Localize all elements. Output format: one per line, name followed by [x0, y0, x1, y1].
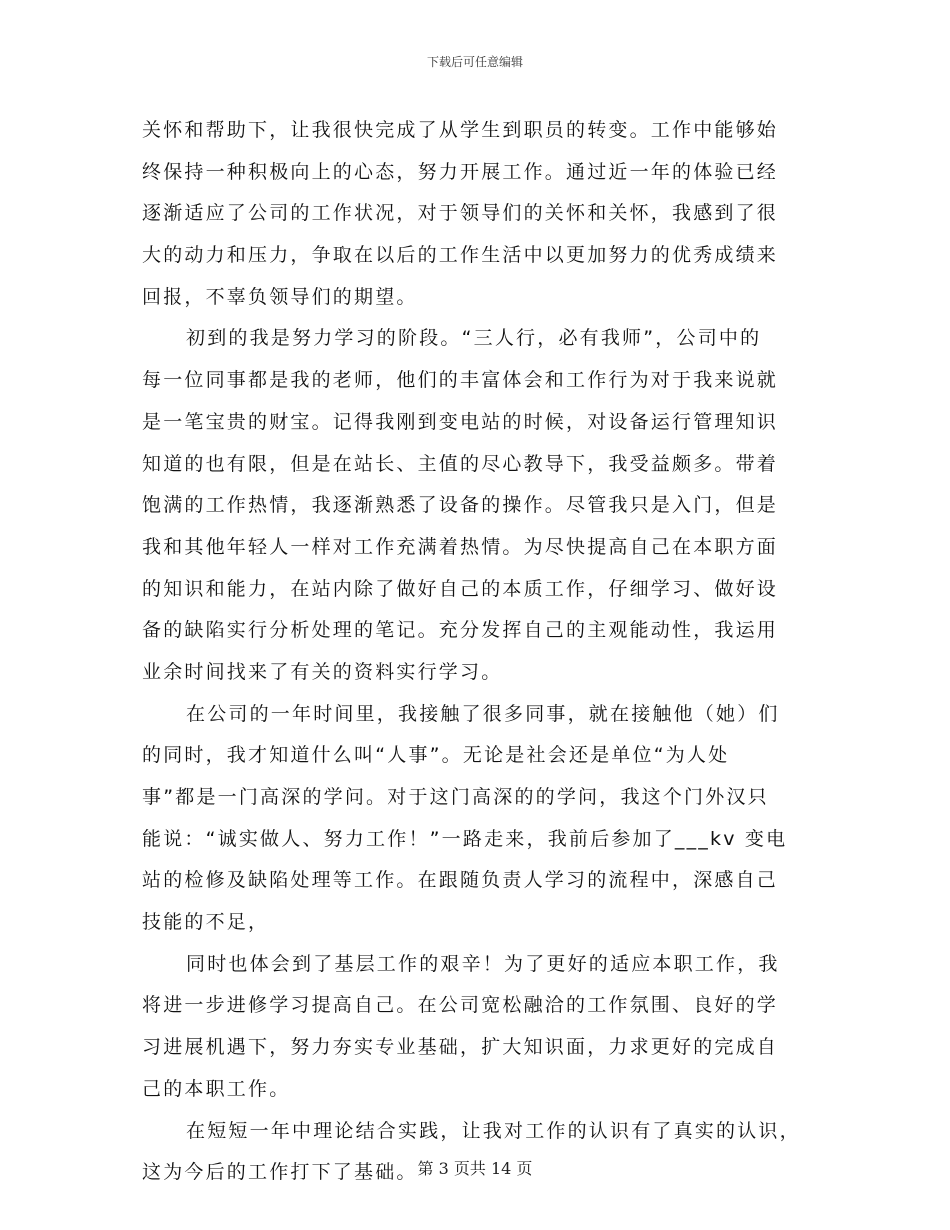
text-line: 能说：“诚实做人、努力工作！”一路走来，我前后参加了___kv 变电: [142, 827, 788, 850]
text-line: 在公司的一年时间里，我接触了很多同事，就在接触他（她）们: [186, 702, 780, 725]
page-header: 下载后可任意编辑: [426, 55, 523, 69]
text-line: 将进一步进修学习提高自己。在公司宽松融洽的工作氛围、良好的学: [142, 994, 779, 1017]
text-line: 初到的我是努力学习的阶段。“三人行，必有我师”，公司中的: [186, 327, 762, 350]
text-line: 我和其他年轻人一样对工作充满着热情。为尽快提高自己在本职方面: [142, 535, 779, 558]
text-line: 业余时间找来了有关的资料实行学习。: [142, 660, 503, 683]
text-line: 在短短一年中理论结合实践，让我对工作的认识有了真实的认识，: [186, 1119, 801, 1142]
text-line: 逐渐适应了公司的工作状况，对于领导们的关怀和关怀，我感到了很: [142, 202, 779, 225]
page-footer: 第 3 页共 14 页: [417, 1159, 533, 1178]
text-line: 事”都是一门高深的学问。对于这门高深的的学问，我这个门外汉只: [142, 786, 769, 808]
text-line: 己的本职工作。: [142, 1077, 291, 1100]
text-line: 站的检修及缺陷处理等工作。在跟随负责人学习的流程中，深感自己: [142, 869, 779, 892]
text-line: 这为今后的工作打下了基础。: [142, 1161, 418, 1184]
document-body: [142, 110, 812, 1194]
text-line: 的知识和能力，在站内除了做好自己的本质工作，仔细学习、做好设: [142, 577, 779, 600]
text-line: 习进展机遇下，努力夯实专业基础，扩大知识面，力求更好的完成自: [142, 1036, 779, 1059]
text-line: 每一位同事都是我的老师，他们的丰富体会和工作行为对于我来说就: [142, 369, 779, 392]
text-line: 关怀和帮助下，让我很快完成了从学生到职员的转变。工作中能够始: [142, 119, 779, 141]
text-line: 知道的也有限，但是在站长、主值的尽心教导下，我受益颇多。带着: [142, 452, 779, 475]
text-line: 大的动力和压力，争取在以后的工作生活中以更加努力的优秀成绩来: [142, 244, 779, 267]
text-line: 回报，不辜负领导们的期望。: [142, 285, 418, 308]
text-line: 是一笔宝贵的财宝。记得我刚到变电站的时候，对设备运行管理知识: [142, 410, 779, 433]
text-line: 的同时，我才知道什么叫“人事”。无论是社会还是单位“为人处: [142, 744, 730, 767]
text-line: 同时也体会到了基层工作的艰辛！为了更好的适应本职工作，我: [186, 952, 780, 975]
text-line: 备的缺陷实行分析处理的笔记。充分发挥自己的主观能动性，我运用: [142, 619, 779, 642]
text-line: 技能的不足，: [142, 911, 270, 934]
text-line: 饱满的工作热情，我逐渐熟悉了设备的操作。尽管我只是入门，但是: [142, 494, 779, 517]
text-line: 终保持一种积极向上的心态，努力开展工作。通过近一年的体验已经: [142, 160, 779, 183]
